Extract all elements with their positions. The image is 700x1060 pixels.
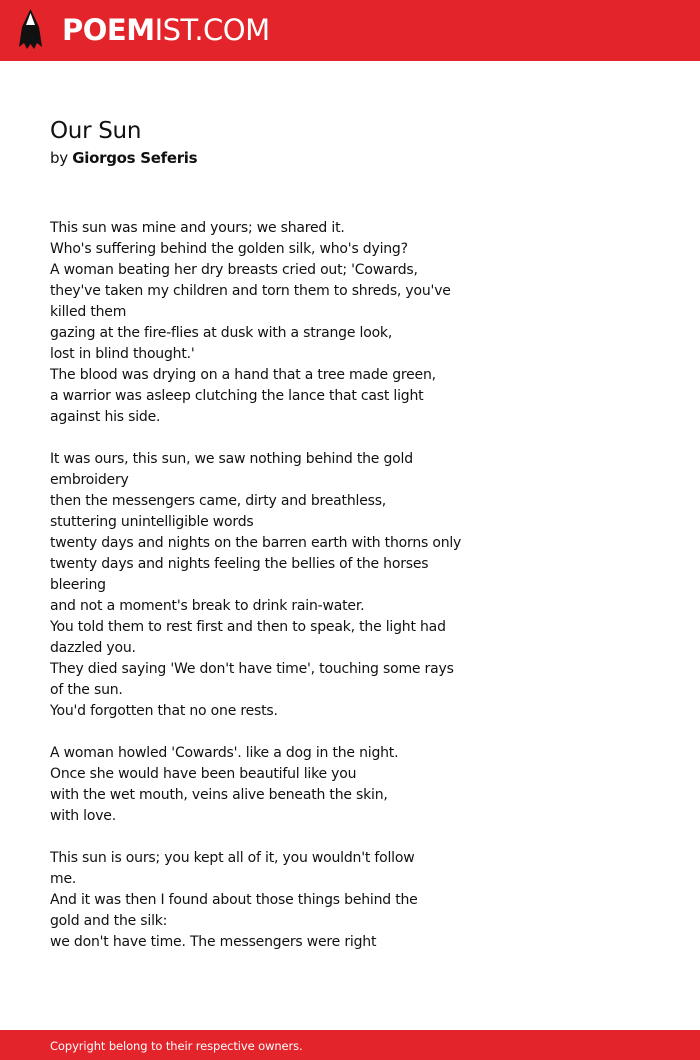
- poem-line: killed them: [50, 304, 127, 320]
- poem-line: This sun was mine and yours; we shared it.: [50, 220, 345, 236]
- poem-line: embroidery: [50, 472, 129, 488]
- poem-line: twenty days and nights feeling the bellies of the horses: [50, 556, 429, 572]
- poem-title: Our Sun: [50, 118, 142, 144]
- poem-line: against his side.: [50, 409, 161, 425]
- poem-line: we don't have time. The messengers were right: [50, 934, 377, 950]
- poem-line: they've taken my children and torn them to shreds, you've: [50, 283, 451, 299]
- poem-body: [50, 218, 470, 953]
- poem-line: This sun is ours; you kept all of it, you wouldn't follow: [50, 850, 415, 866]
- poem-line: Who's suffering behind the golden silk, who's dying?: [50, 241, 408, 257]
- poem-line: They died saying 'We don't have time', touching some rays: [50, 661, 454, 677]
- poem-author[interactable]: Giorgos Seferis: [72, 149, 198, 167]
- poem-line: A woman beating her dry breasts cried out; 'Cowards,: [50, 262, 418, 278]
- poem-line: bleering: [50, 577, 106, 593]
- poem-line: The blood was drying on a hand that a tree made green,: [50, 367, 436, 383]
- poem-line: then the messengers came, dirty and breathless,: [50, 493, 387, 509]
- site-header: [0, 0, 700, 61]
- poem-line: And it was then I found about those things behind the: [50, 892, 418, 908]
- by-label: by: [50, 149, 68, 167]
- poem-stanza: [50, 743, 470, 827]
- logo-bold-text: POEM: [62, 13, 155, 47]
- copyright-text: Copyright belong to their respective owners.: [50, 1039, 303, 1053]
- poem-line: It was ours, this sun, we saw nothing behind the gold: [50, 451, 413, 467]
- poem-line: lost in blind thought.': [50, 346, 195, 362]
- poem-line: dazzled you.: [50, 640, 136, 656]
- poem-line: and not a moment's break to drink rain-water.: [50, 598, 365, 614]
- poem-line: with love.: [50, 808, 116, 824]
- poem-line: stuttering unintelligible words: [50, 514, 254, 530]
- poem-line: with the wet mouth, veins alive beneath the skin,: [50, 787, 388, 803]
- poem-line: A woman howled 'Cowards'. like a dog in the night.: [50, 745, 399, 761]
- poem-line: Once she would have been beautiful like you: [50, 766, 357, 782]
- poem-stanza: [50, 449, 470, 722]
- poem-line: You'd forgotten that no one rests.: [50, 703, 278, 719]
- poem-line: gold and the silk:: [50, 913, 168, 929]
- poem-line: twenty days and nights on the barren earth with thorns only: [50, 535, 462, 551]
- poem-line: gazing at the fire-flies at dusk with a strange look,: [50, 325, 393, 341]
- pen-nib-icon[interactable]: [17, 9, 44, 51]
- poem-stanza: [50, 848, 470, 953]
- logo-light-text: IST.COM: [154, 13, 270, 47]
- poem-stanza: [50, 218, 470, 428]
- poem-line: of the sun.: [50, 682, 123, 698]
- site-footer: [0, 1030, 700, 1060]
- poem-line: a warrior was asleep clutching the lance that cast light: [50, 388, 424, 404]
- poem-byline: [50, 148, 197, 169]
- poem-line: me.: [50, 871, 77, 887]
- poem-line: You told them to rest first and then to speak, the light had: [50, 619, 446, 635]
- site-logo[interactable]: [62, 12, 270, 48]
